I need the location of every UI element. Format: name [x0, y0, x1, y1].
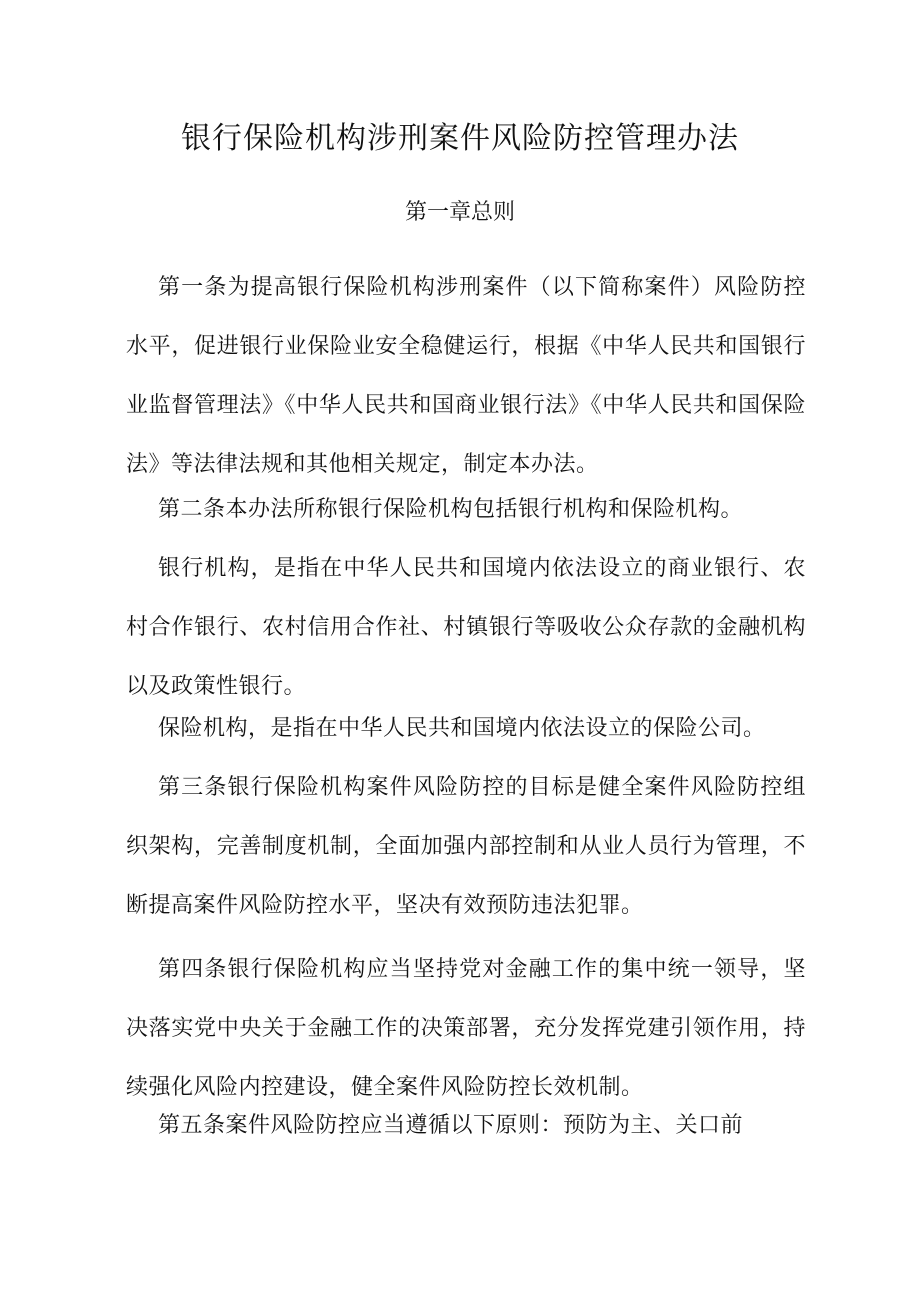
insurance-institution-definition: 保险机构，是指在中华人民共和国境内依法设立的保险公司。 — [158, 716, 766, 741]
article-5-paragraph: 第五条案件风险防控应当遵循以下原则：预防为主、关口前 — [158, 1113, 744, 1138]
article-4-paragraph: 第四条银行保险机构应当坚持党对金融工作的集中统一领导，坚决落实党中央关于金融工作的决策部署，充分发挥党建引领作用，持续强化风险内控建设，健全案件风险防控长效机制。 — [126, 957, 806, 1100]
article-3-paragraph: 第三条银行保险机构案件风险防控的目标是健全案件风险防控组织架构，完善制度机制，全面加强内部控制和从业人员行为管理，不断提高案件风险防控水平，坚决有效预防违法犯罪。 — [126, 775, 806, 918]
document-title: 银行保险机构涉刑案件风险防控管理办法 — [181, 121, 739, 156]
chapter-heading: 第一章总则 — [404, 200, 515, 225]
article-1-paragraph: 第一条为提高银行保险机构涉刑案件（以下简称案件）风险防控水平，促进银行业保险业安全稳健运行，根据《中华人民共和国银行业监督管理法》《中华人民共和国商业银行法》《中华人民共和国保险法》等法律法规和其他相关规定，制定本办法。 — [126, 275, 806, 477]
bank-institution-definition: 银行机构，是指在中华人民共和国境内依法设立的商业银行、农村合作银行、农村信用合作社、村镇银行等吸收公众存款的金融机构以及政策性银行。 — [126, 556, 806, 699]
article-2-paragraph: 第二条本办法所称银行保险机构包括银行机构和保险机构。 — [158, 497, 744, 522]
